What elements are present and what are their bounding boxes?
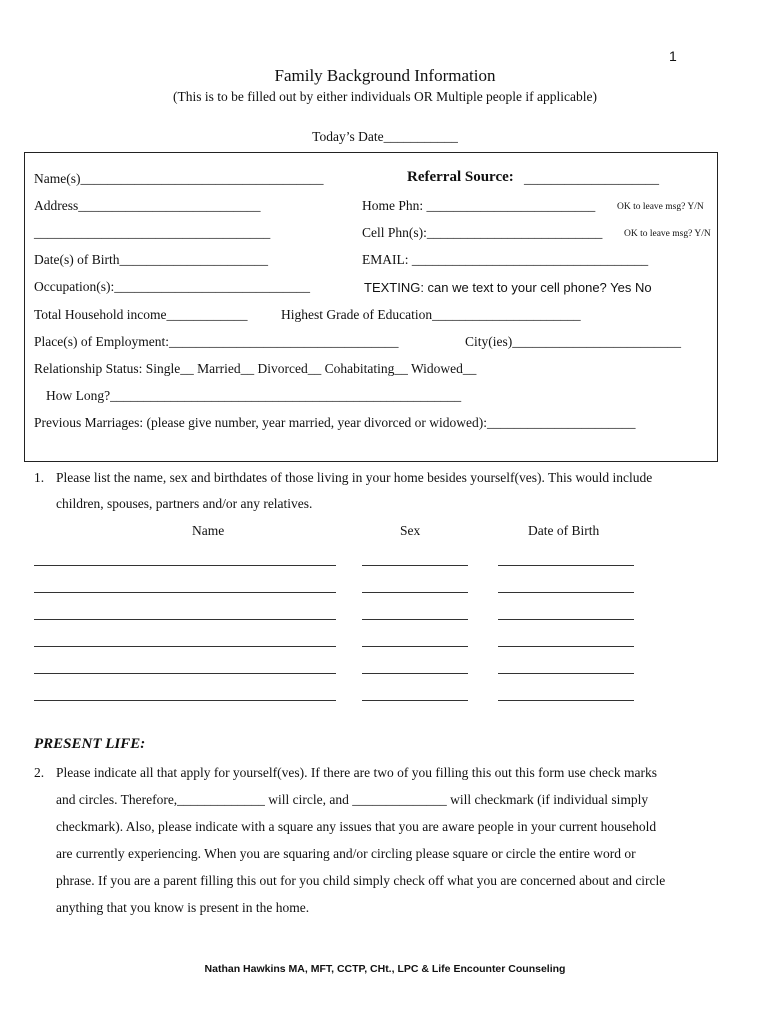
cell-phone-field[interactable]: Cell Phn(s):__________________________ — [362, 225, 603, 240]
household-sex-blank[interactable] — [362, 673, 468, 674]
home-phone-field[interactable]: Home Phn: _________________________ — [362, 198, 596, 213]
present-life-heading: PRESENT LIFE: — [34, 736, 146, 752]
question-2-number: 2. — [34, 765, 45, 780]
question-1-number: 1. — [34, 470, 45, 485]
household-sex-blank[interactable] — [362, 565, 468, 566]
household-dob-blank[interactable] — [498, 700, 634, 701]
question-2-text-line: Please indicate all that apply for yourself(ves). If there are two of you filling this out this form use check marks — [56, 765, 657, 780]
column-header-dob: Date of Birth — [528, 523, 600, 538]
question-2-text-line: are currently experiencing. When you are squaring and/or circling please square or circle the entire word or — [56, 846, 636, 861]
household-name-blank[interactable] — [34, 592, 336, 593]
question-2-text-line[interactable]: and circles. Therefore,_____________ will circle, and ______________ will checkmark (if individual simply — [56, 792, 649, 807]
employment-field[interactable]: Place(s) of Employment:__________________________________ — [34, 334, 399, 349]
email-field[interactable]: EMAIL: ___________________________________ — [362, 252, 649, 267]
question-2-text-line: checkmark). Also, please indicate with a square any issues that you are aware people in your current household — [56, 819, 657, 834]
form-subtitle: (This is to be filled out by either individuals OR Multiple people if applicable) — [172, 89, 598, 104]
household-name-blank[interactable] — [34, 673, 336, 674]
how-long-field[interactable]: How Long?____________________________________________________ — [46, 388, 462, 403]
texting-permission[interactable]: TEXTING: can we text to your cell phone? Yes No — [364, 280, 652, 295]
question-2-text-line: phrase. If you are a parent filling this out for you child simply check off what you are concerned about and circle — [56, 873, 666, 888]
household-dob-blank[interactable] — [498, 592, 634, 593]
question-1-text: Please list the name, sex and birthdates of those living in your home besides yourself(ves). This would include — [56, 470, 653, 485]
household-name-blank[interactable] — [34, 565, 336, 566]
household-dob-blank[interactable] — [498, 565, 634, 566]
column-header-sex: Sex — [400, 523, 421, 538]
page-number: 1 — [669, 48, 677, 64]
household-name-blank[interactable] — [34, 646, 336, 647]
referral-source-field[interactable]: ____________________ — [524, 171, 659, 186]
name-field[interactable]: Name(s)____________________________________ — [34, 171, 324, 186]
cities-field[interactable]: City(ies)_________________________ — [465, 334, 681, 349]
referral-source-label: Referral Source: — [407, 169, 514, 185]
household-dob-blank[interactable] — [498, 619, 634, 620]
cell-phone-ok-note: OK to leave msg? Y/N — [624, 229, 711, 239]
todays-date-field[interactable]: Today’s Date___________ — [312, 129, 458, 144]
date-of-birth-field[interactable]: Date(s) of Birth______________________ — [34, 252, 268, 267]
column-header-name: Name — [192, 523, 225, 538]
address-line-2-field[interactable]: ___________________________________ — [34, 225, 271, 240]
household-name-blank[interactable] — [34, 619, 336, 620]
household-sex-blank[interactable] — [362, 646, 468, 647]
question-1-text-cont: children, spouses, partners and/or any relatives. — [56, 496, 313, 511]
question-2-text-line: anything that you know is present in the home. — [56, 900, 310, 915]
footer-credit: Nathan Hawkins MA, MFT, CCTP, CHt., LPC & Life Encounter Counseling — [204, 963, 566, 975]
household-income-field[interactable]: Total Household income____________ — [34, 307, 248, 322]
home-phone-ok-note: OK to leave msg? Y/N — [617, 202, 704, 212]
relationship-status[interactable]: Relationship Status: Single__ Married__ Divorced__ Cohabitating__ Widowed__ — [34, 361, 477, 376]
household-name-blank[interactable] — [34, 700, 336, 701]
household-dob-blank[interactable] — [498, 646, 634, 647]
education-field[interactable]: Highest Grade of Education______________________ — [281, 307, 581, 322]
address-field[interactable]: Address___________________________ — [34, 198, 261, 213]
household-sex-blank[interactable] — [362, 619, 468, 620]
form-title: Family Background Information — [274, 66, 496, 85]
previous-marriages-field[interactable]: Previous Marriages: (please give number, year married, year divorced or widowed):______________________ — [34, 415, 636, 430]
household-sex-blank[interactable] — [362, 592, 468, 593]
occupation-field[interactable]: Occupation(s):_____________________________ — [34, 279, 310, 294]
household-dob-blank[interactable] — [498, 673, 634, 674]
household-sex-blank[interactable] — [362, 700, 468, 701]
